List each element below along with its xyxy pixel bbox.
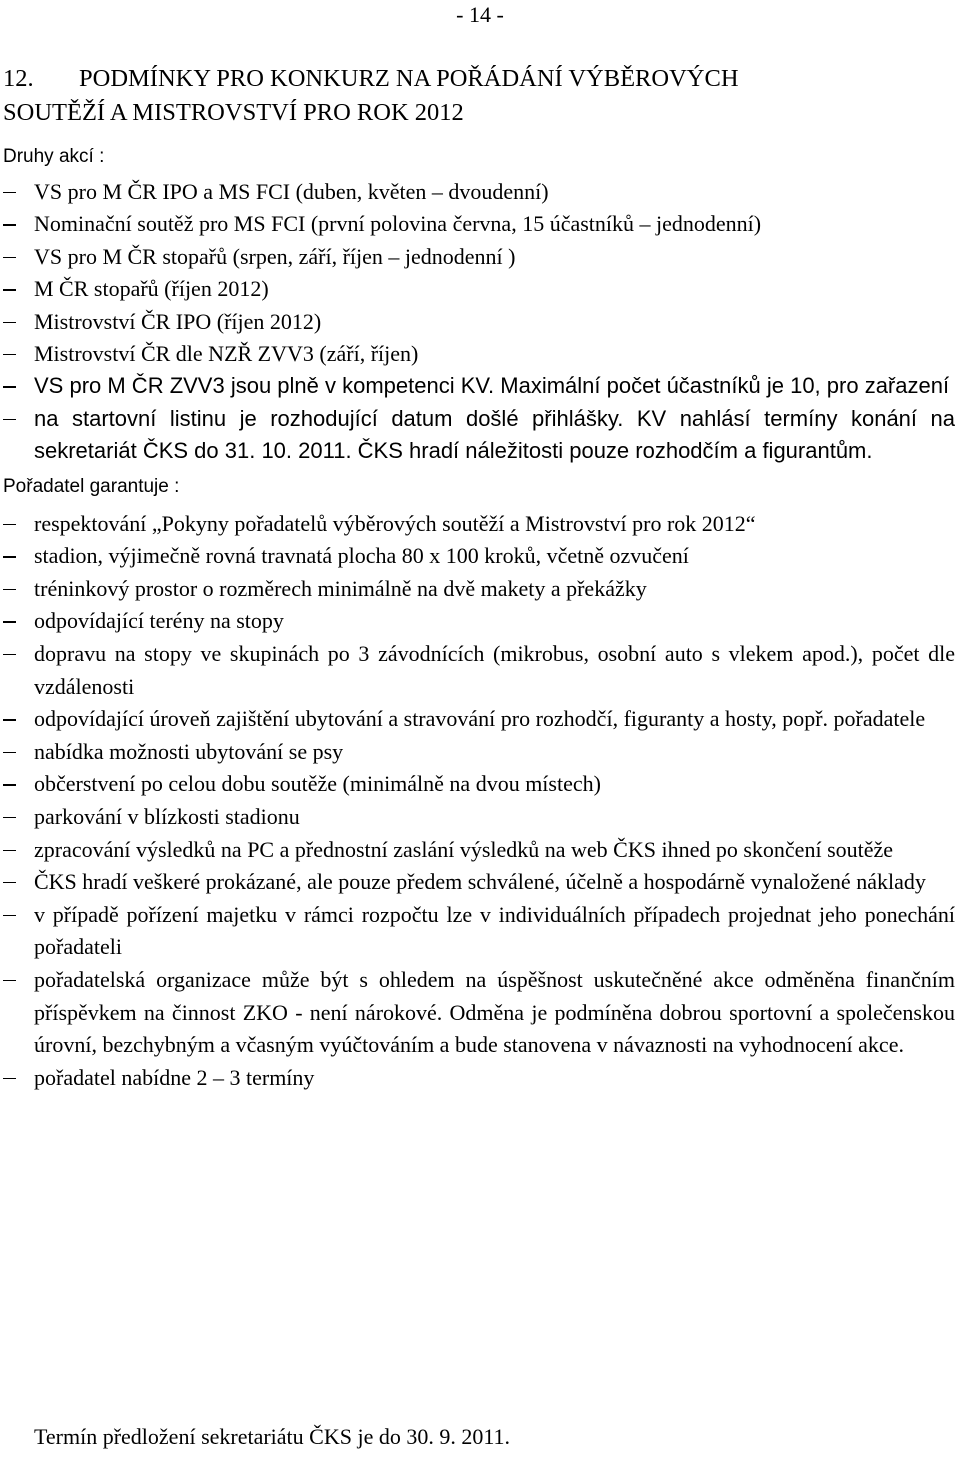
list-item: VS pro M ČR ZVV3 jsou plně v kompetenci KV. Maximální počet účastníků je 10, pro zařazení [3, 370, 955, 402]
section-heading [3, 62, 955, 130]
page-number: - 14 - [456, 2, 504, 27]
heading-line-1: PODMÍNKY PRO KONKURZ NA POŘÁDÁNÍ VÝBĚROVÝCH [79, 65, 739, 92]
organizer-guarantees-label: Pořadatel garantuje : [3, 475, 180, 497]
list-item: v případě pořízení majetku v rámci rozpočtu lze v individuálních případech projednat jeho ponechání pořadateli [3, 899, 955, 964]
list-item: M ČR stopařů (říjen 2012) [3, 273, 955, 305]
organizer-guarantees-list [3, 508, 955, 1095]
list-item: občerstvení po celou dobu soutěže (minimálně na dvou místech) [3, 768, 955, 801]
list-item: stadion, výjimečně rovná travnatá plocha 80 x 100 kroků, včetně ozvučení [3, 540, 955, 573]
list-item: nabídka možnosti ubytování se psy [3, 736, 955, 769]
list-item: zpracování výsledků na PC a přednostní zaslání výsledků na web ČKS ihned po skončení soutěže [3, 834, 955, 867]
list-item: tréninkový prostor o rozměrech minimálně na dvě makety a překážky [3, 573, 955, 606]
list-item: VS pro M ČR IPO a MS FCI (duben, květen – dvoudenní) [3, 176, 955, 208]
list-item: respektování „Pokyny pořadatelů výběrových soutěží a Mistrovství pro rok 2012“ [3, 508, 955, 541]
list-item: VS pro M ČR stopařů (srpen, září, říjen – jednodenní ) [3, 241, 955, 273]
list-item: Mistrovství ČR IPO (říjen 2012) [3, 306, 955, 338]
list-item: odpovídající úroveň zajištění ubytování a stravování pro rozhodčí, figuranty a hosty, popř. pořadatele [3, 703, 955, 736]
list-item: na startovní listinu je rozhodující datum došlé přihlášky. KV nahlásí termíny konání na sekretariát ČKS do 31. 10. 2011. ČKS hradí náležitosti pouze rozhodčím a figurantům. [3, 403, 955, 468]
list-item: ČKS hradí veškeré prokázané, ale pouze předem schválené, účelně a hospodárně vynaložené náklady [3, 866, 955, 899]
list-item: Nominační soutěž pro MS FCI (první polovina června, 15 účastníků – jednodenní) [3, 208, 955, 240]
event-types-label: Druhy akcí : [3, 146, 105, 167]
list-item: pořadatelská organizace může být s ohledem na úspěšnost uskutečněné akce odměněna finančním příspěvkem na činnost ZKO - není nárokové. Odměna je podmíněna dobrou sportovní a společenskou úrovní, bezchybným a včasným vyúčtováním a bude stanovena v návaznosti na vyhodnocení akce. [3, 964, 955, 1062]
section-number: 12. [3, 65, 34, 92]
heading-line-2: SOUTĚŽÍ A MISTROVSTVÍ PRO ROK 2012 [3, 99, 464, 126]
event-types-list [3, 176, 955, 468]
list-item: Mistrovství ČR dle NZŘ ZVV3 (září, říjen) [3, 338, 955, 370]
list-item: dopravu na stopy ve skupinách po 3 závodnících (mikrobus, osobní auto s vlekem apod.), počet dle vzdálenosti [3, 638, 955, 703]
document-body [3, 62, 955, 1094]
submission-deadline: Termín předložení sekretariátu ČKS je do 30. 9. 2011. [34, 1424, 511, 1449]
list-item: parkování v blízkosti stadionu [3, 801, 955, 834]
list-item: odpovídající terény na stopy [3, 605, 955, 638]
list-item: pořadatel nabídne 2 – 3 termíny [3, 1062, 955, 1095]
